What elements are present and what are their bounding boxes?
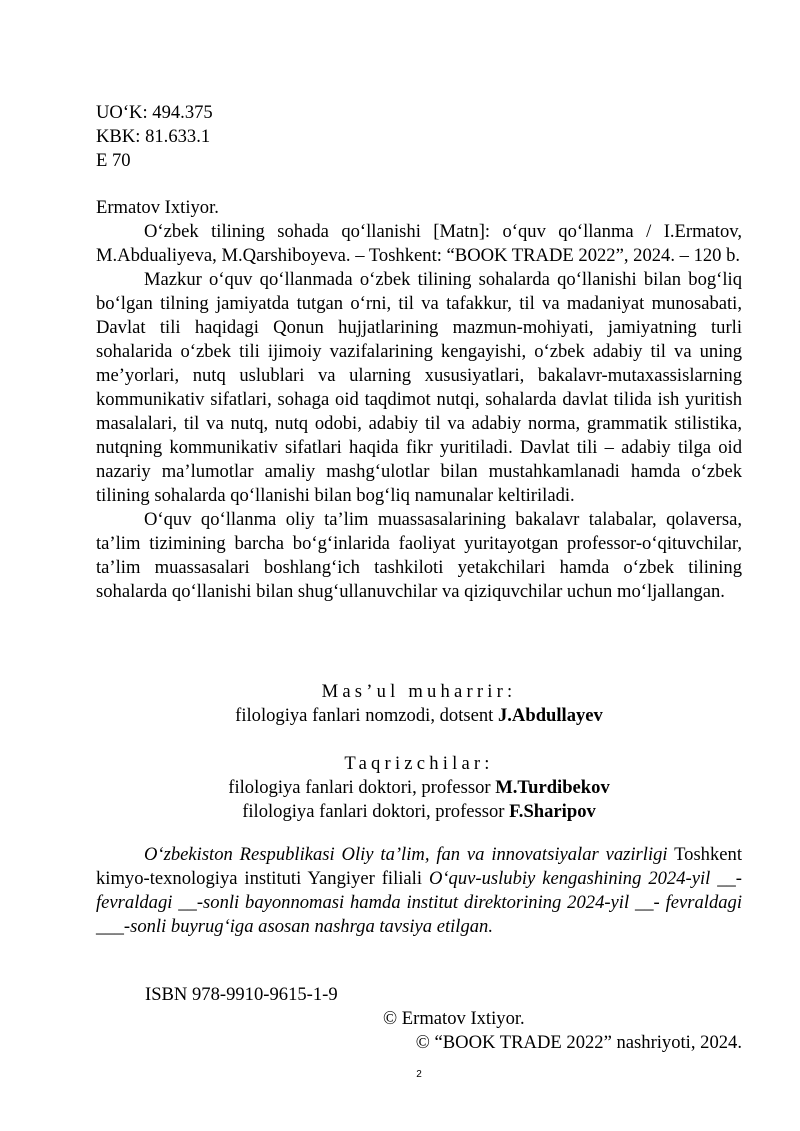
uok-code: UO‘K: 494.375 <box>96 102 213 123</box>
approval-note <box>96 843 742 939</box>
bibliographic-record: O‘zbek tilining sohada qo‘llanishi [Matn]: o‘quv qo‘llanma / I.Ermatov, M.Abdualiyeva, M.Qarshiboyeva. – Toshkent: “BOOK TRADE 2022”, 2024. – 120 b. <box>96 221 742 266</box>
copyright-publisher: © “BOOK TRADE 2022” nashriyoti, 2024. <box>415 1032 742 1053</box>
author-mark: E 70 <box>96 150 131 171</box>
editor-name: J.Abdullayev <box>497 705 603 726</box>
reviewer-line <box>96 776 742 800</box>
approval-decision: O‘quv-uslubiy kengashining 2024-yil __-fevraldagi __-sonli bayonnomasi hamda institut direktorining 2024-yil __- fevraldagi ___-sonli buyrug‘iga asosan nashrga tavsiya etilgan. <box>96 868 742 937</box>
editor-title: filologiya fanlari nomzodi, dotsent <box>235 705 498 726</box>
editor-line <box>96 704 742 728</box>
annotation-block <box>96 196 742 604</box>
institute-name: Toshkent kimyo-texnologiya instituti Yangiyer filiali <box>96 844 742 889</box>
audience-paragraph: O‘quv qo‘llanma oliy ta’lim muassasalarining bakalavr talabalar, qolaversa, ta’lim tizimining barcha bo‘g‘inlarida faoliyat yuritayotgan professor-o‘qituvchilar, ta’lim muassasalari boshlang‘ich tashkiloti yetakchilari hamda o‘zbek tilining sohalarda qo‘llanishi bilan shug‘ullanuvchilar va qiziquvchilar uchun mo‘ljallangan. <box>96 509 742 602</box>
credits-block <box>96 680 742 824</box>
reviewer-name: F.Sharipov <box>509 801 596 822</box>
editor-heading: Mas’ul muharrir: <box>321 681 517 702</box>
ministry-name: O‘zbekiston Respublikasi Oliy ta’lim, fan va innovatsiyalar vazirligi <box>144 844 668 865</box>
classification-codes <box>96 101 213 173</box>
abstract-paragraph: Mazkur o‘quv qo‘llanmada o‘zbek tilining sohalarda qo‘llanishi bilan bog‘liq bo‘lgan tilning jamiyatda tutgan o‘rni, til va tafakkur, til va madaniyat munosabati, Davlat tili haqidagi Qonun hujjatlarining mazmun-mohiyati, jamiyatning turli sohalarida o‘zbek tili ijimoiy vazifalarining kengayishi, o‘zbek adabiy til va uning me’yorlari, nutq uslublari va ularning xususiyatlari, bakalavr-mutaxassislarning kommunikativ sifatlari, sohaga oid taqdimot nutqi, sohalarda davlat tilida ish yuritish masalalari, til va nutq, nutq odobi, adabiy til va adabiy norma, grammatik stilistika, nutqning kommunikativ sifatlari haqida fikr yuritiladi. Davlat tili – adabiy tilga oid nazariy ma’lumotlar amaliy mashg‘ulotlar bilan mustahkamlanadi hamda o‘zbek tilining sohalarda qo‘llanishi bilan bog‘liq namunalar keltiriladi. <box>96 269 742 506</box>
page-number: 2 <box>416 1069 422 1080</box>
kbk-code: KBK: 81.633.1 <box>96 126 211 147</box>
author-name: Ermatov Ixtiyor. <box>96 197 219 218</box>
reviewers-heading: Taqrizchilar: <box>344 753 494 774</box>
reviewer-title: filologiya fanlari doktori, professor <box>242 801 510 822</box>
copyright-author: © Ermatov Ixtiyor. <box>383 1008 525 1029</box>
reviewer-name: M.Turdibekov <box>495 777 610 798</box>
reviewer-line <box>96 800 742 824</box>
reviewer-title: filologiya fanlari doktori, professor <box>228 777 496 798</box>
isbn: ISBN 978-9910-9615-1-9 <box>145 984 338 1005</box>
